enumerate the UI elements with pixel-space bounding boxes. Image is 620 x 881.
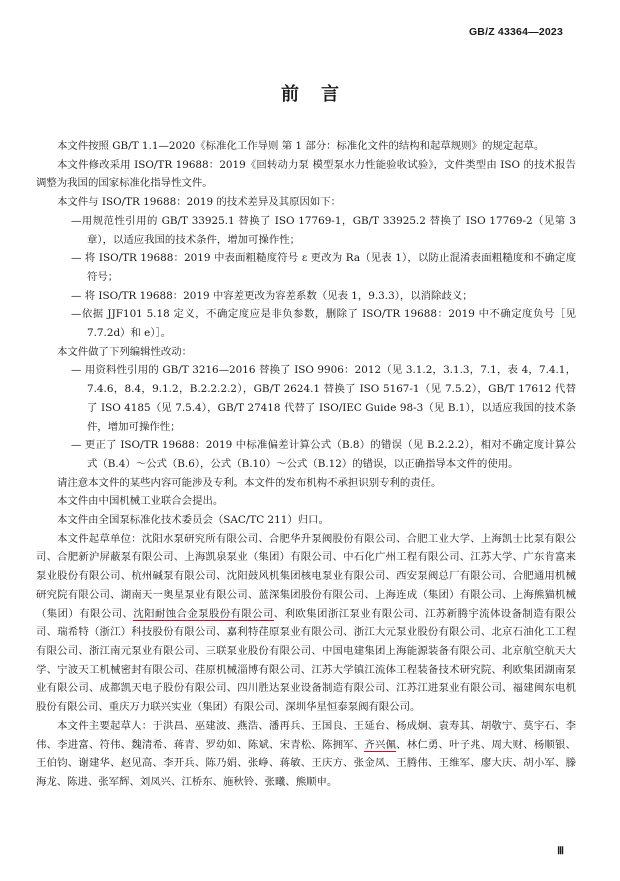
paragraph-edit-intro: 本文件做了下列编辑性改动： bbox=[57, 345, 193, 358]
page-number: Ⅲ bbox=[557, 846, 564, 857]
paragraph-drafting-units bbox=[36, 530, 576, 717]
paragraph-proposer: 本文件由中国机械工业联合会提出。 bbox=[57, 495, 224, 508]
list-item: —用规范性引用的 GB/T 33925.1 替换了 ISO 17769-1，GB/T 33925.2 替换了 ISO 17769-2（见第 3 章），以适应我国的技术条件，增加可操作性； bbox=[71, 214, 576, 246]
drafters-text: 本文件主要起草人：于洪昌、巫建波、燕浩、潘再兵、王国良、王延台、杨成炯、袁寿其、胡敬宁、莫宇石、李伟、李进富、符伟、魏清希、蒋青、罗幼如、陈斌、宋青松、陈拥军、 bbox=[36, 719, 576, 751]
drafting-units-text-cont: 、利欧集团浙江泵业有限公司、江苏新腾宇流体设备制造有限公司、瑞希特（浙江）科技股份有限公司、嘉利特荏原泵业有限公司、浙江大元泵业股份有限公司、北京石油化工工程有限公司、浙江南元泵业有限公司、三联泵业股份有限公司、中国电建集团上海能源装备有限公司、北京航空航天大学、宁波天工机械密封有限公司、荏原机械淄博有限公司、江苏大学镇江流体工程装备技术研究院、利欧集团湖南泵业有限公司、成都凯天电子股份有限公司、四川胜达泵业设备制造有限公司、江苏江进泵业有限公司、福建闽东电机股份有限公司、重庆万力联兴实业（集团）有限公司、深圳华星恒泰泵阀有限公司。 bbox=[36, 607, 577, 714]
paragraph-administrator: 本文件由全国泵标准化技术委员会（SAC/TC 211）归口。 bbox=[57, 514, 329, 527]
list-item: — 将 ISO/TR 19688：2019 中表面粗糙度符号 ε 更改为 Ra（见表 1），以防止混淆表面粗糙度和不确定度符号； bbox=[71, 252, 576, 283]
paragraph-tech-diff-intro: 本文件与 ISO/TR 19688：2019 的技术差异及其原因如下： bbox=[57, 196, 342, 209]
document-code: GB/Z 43364—2023 bbox=[468, 26, 563, 38]
list-item: — 将 ISO/TR 19688：2019 中容差更改为容差系数（见表 1，9.3.3），以消除歧义； bbox=[71, 289, 473, 302]
underlined-drafter: 齐兴佩 bbox=[364, 738, 397, 751]
drafting-units-text: 本文件起草单位：沈阳水泵研究所有限公司、合肥华升泵阀股份有限公司、合肥工业大学、上海凯士比泵有限公司、合肥新沪屏蔽泵有限公司、上海凯泉泵业（集团）有限公司、中石化广州工程有限公司、江苏大学、广东肯富来泵业股份有限公司、杭州碱泵有限公司、沈阳鼓风机集团核电泵业有限公司、西安泵阀总厂有限公司、合肥通用机械研究院有限公司、湖南天一奥星泵业有限公司、蓝深集团股份有限公司、上海连成（集团）有限公司、上海熊猫机械（集团）有限公司、 bbox=[36, 532, 576, 620]
drafters-text-cont: 、林仁勇、叶子兆、周大财、杨顺银、王伯钧、谢建华、赵见高、李开兵、陈乃娟、张峥、蒋敏、王庆方、张金凤、王腾伟、王维军、廖大庆、胡小军、滕海龙、陈进、张军辉、刘凤兴、江桥东、施秋铃、张曦、熊顺申。 bbox=[36, 738, 577, 788]
paragraph-adoption: 本文件修改采用 ISO/TR 19688：2019《回转动力泵 模型泵水力性能验收试验》，文件类型由 ISO 的技术报告调整为我国的国家标准化指导性文件。 bbox=[36, 158, 576, 190]
list-item: — 更正了 ISO/TR 19688：2019 中标准偏差计算公式（B.8）的错误（见 B.2.2.2），相对不确定度计算公式（B.4）～公式（B.6），公式（B.10）～公式（B.12）的错误，以正确指导本文件的使用。 bbox=[71, 439, 576, 470]
paragraph-patent-notice: 请注意本文件的某些内容可能涉及专利。本文件的发布机构不承担识别专利的责任。 bbox=[57, 476, 442, 489]
page-title: 前言 bbox=[281, 84, 361, 105]
list-item: —依据 JJF101 5.18 定义，不确定度应是非负参数，删除了 ISO/TR 19688：2019 中不确定度负号［见 7.7.2d）和 e）］。 bbox=[71, 308, 576, 340]
underlined-unit: 沈阳耐蚀合金泵股份有限公司 bbox=[133, 607, 274, 620]
paragraph-drafters bbox=[36, 717, 576, 792]
paragraph-drafting-rules: 本文件按照 GB/T 1.1—2020《标准化工作导则 第 1 部分：标准化文件的结构和起草规则》的规定起草。 bbox=[57, 140, 545, 152]
foreword-body bbox=[36, 137, 576, 792]
list-item: — 用资料性引用的 GB/T 3216—2016 替换了 ISO 9906：2012（见 3.1.2，3.1.3，7.1，表 4，7.4.1，7.4.6，8.4，9.1.2，B.2.2.2.2），GB/T 2624.1 替换了 ISO 5167-1（见 7.5.2），GB/T 17612 代替了 ISO 4185（见 7.5.4），GB/T 27418 代替了 ISO/IEC Guide 98-3（见 B.1），以适应我国的技术条件，增加可操作性； bbox=[71, 364, 576, 433]
